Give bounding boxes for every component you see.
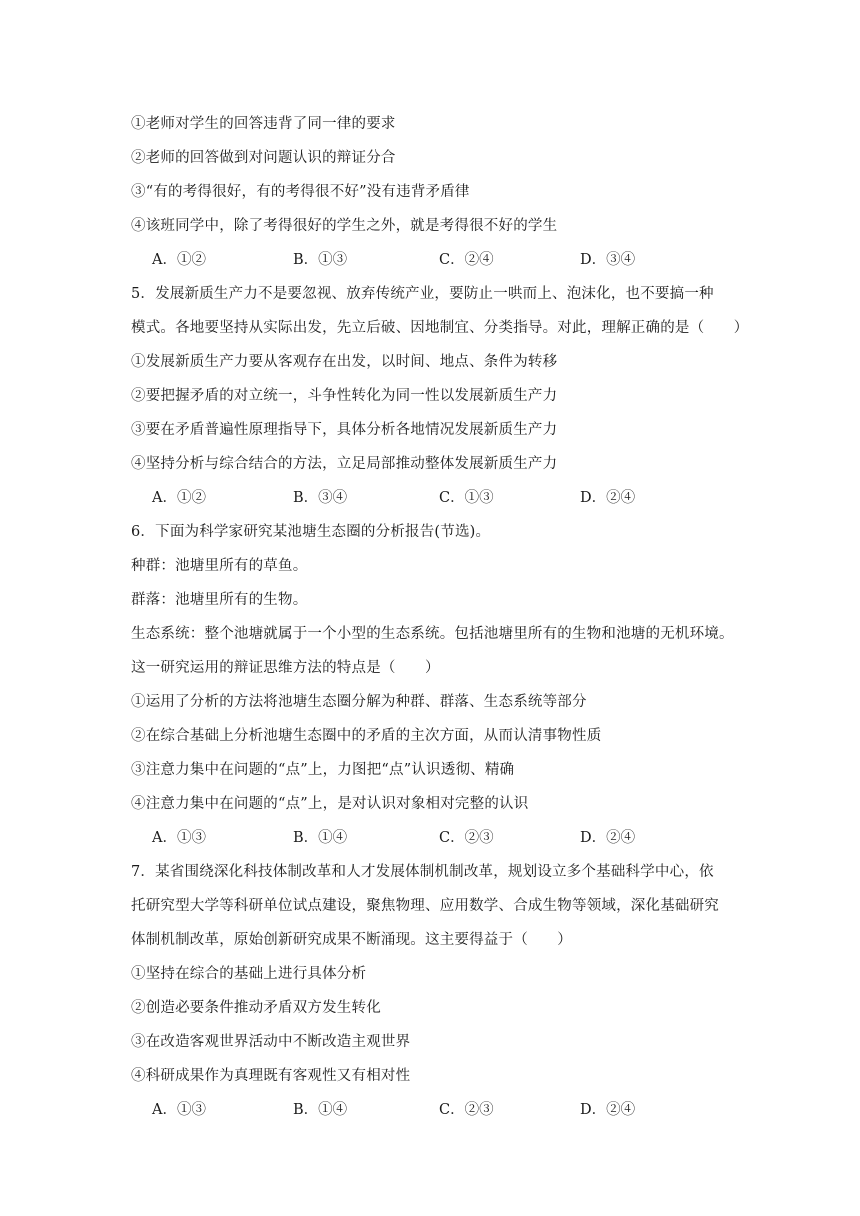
q7-statement-3: ③在改造客观世界活动中不断改造主观世界 <box>131 1034 411 1050</box>
q5-option-d: D．②④ <box>580 490 636 506</box>
q6-statement-4: ④注意力集中在问题的“点”上，是对认识对象相对完整的认识 <box>131 796 529 812</box>
q4-option-c: C．②④ <box>439 252 494 268</box>
q6-options <box>131 821 731 855</box>
q7-options <box>131 1093 731 1127</box>
q5-options <box>131 481 731 515</box>
q4-options <box>131 243 731 277</box>
q4-option-d: D．③④ <box>580 252 636 268</box>
q5-statement-2: ②要把握矛盾的对立统一，斗争性转化为同一性以发展新质生产力 <box>131 388 558 404</box>
q5-statement-4: ④坚持分析与综合结合的方法，立足局部推动整体发展新质生产力 <box>131 456 558 472</box>
q6-stem-line-1: 6．下面为科学家研究某池塘生态圈的分析报告(节选)。 <box>131 524 491 540</box>
q7-stem-line-1: 7．某省围绕深化科技体制改革和人才发展体制机制改革，规划设立多个基础科学中心，依 <box>131 864 714 880</box>
q7-option-d: D．②④ <box>580 1102 636 1118</box>
question-7 <box>131 855 731 1127</box>
q6-stem-line-5: 这一研究运用的辩证思维方法的特点是（ ） <box>131 660 440 676</box>
q7-option-a: A．①③ <box>152 1102 206 1118</box>
q7-option-b: B．①④ <box>293 1102 348 1118</box>
q6-option-b: B．①④ <box>293 830 348 846</box>
q4-statement-2: ②老师的回答做到对问题认识的辩证分合 <box>131 150 396 166</box>
q4-statement-1: ①老师对学生的回答违背了同一律的要求 <box>131 116 396 132</box>
q6-statement-2: ②在综合基础上分析池塘生态圈中的矛盾的主次方面，从而认清事物性质 <box>131 728 602 744</box>
q4-option-b: B．①③ <box>293 252 348 268</box>
q7-statement-1: ①坚持在综合的基础上进行具体分析 <box>131 966 367 982</box>
q5-statement-1: ①发展新质生产力要从客观存在出发，以时间、地点、条件为转移 <box>131 354 558 370</box>
q4-option-a: A．①② <box>152 252 206 268</box>
q5-statement-3: ③要在矛盾普遍性原理指导下，具体分析各地情况发展新质生产力 <box>131 422 558 438</box>
q6-option-a: A．①③ <box>152 830 206 846</box>
q5-option-c: C．①③ <box>439 490 494 506</box>
q6-stem-line-3: 群落：池塘里所有的生物。 <box>131 592 308 608</box>
q7-option-c: C．②③ <box>439 1102 494 1118</box>
q5-stem-line-2: 模式。各地要坚持从实际出发，先立后破、因地制宜、分类指导。对此，理解正确的是（ ） <box>131 320 749 336</box>
question-4 <box>131 107 731 277</box>
q7-statement-2: ②创造必要条件推动矛盾双方发生转化 <box>131 1000 381 1016</box>
q7-stem-line-3: 体制机制改革，原始创新研究成果不断涌现。这主要得益于（ ） <box>131 932 572 948</box>
q6-statement-3: ③注意力集中在问题的“点”上，力图把“点”认识透彻、精确 <box>131 762 515 778</box>
q7-statement-4: ④科研成果作为真理既有客观性又有相对性 <box>131 1068 411 1084</box>
q6-statement-1: ①运用了分析的方法将池塘生态圈分解为种群、群落、生态系统等部分 <box>131 694 587 710</box>
q5-option-b: B．③④ <box>293 490 348 506</box>
q6-stem-line-4: 生态系统：整个池塘就属于一个小型的生态系统。包括池塘里所有的生物和池塘的无机环境。 <box>131 626 734 642</box>
q4-statement-3: ③“有的考得很好，有的考得很不好”没有违背矛盾律 <box>131 184 470 200</box>
q6-stem-line-2: 种群：池塘里所有的草鱼。 <box>131 558 308 574</box>
q4-statement-4: ④该班同学中，除了考得很好的学生之外，就是考得很不好的学生 <box>131 218 558 234</box>
q6-option-d: D．②④ <box>580 830 636 846</box>
question-5 <box>131 277 749 515</box>
q5-option-a: A．①② <box>152 490 206 506</box>
page-content <box>131 107 749 1127</box>
question-6 <box>131 515 734 855</box>
q7-stem-line-2: 托研究型大学等科研单位试点建设，聚焦物理、应用数学、合成生物等领域，深化基础研究 <box>131 898 719 914</box>
q5-stem-line-1: 5．发展新质生产力不是要忽视、放弃传统产业，要防止一哄而上、泡沫化，也不要搞一种 <box>131 286 714 302</box>
q6-option-c: C．②③ <box>439 830 494 846</box>
